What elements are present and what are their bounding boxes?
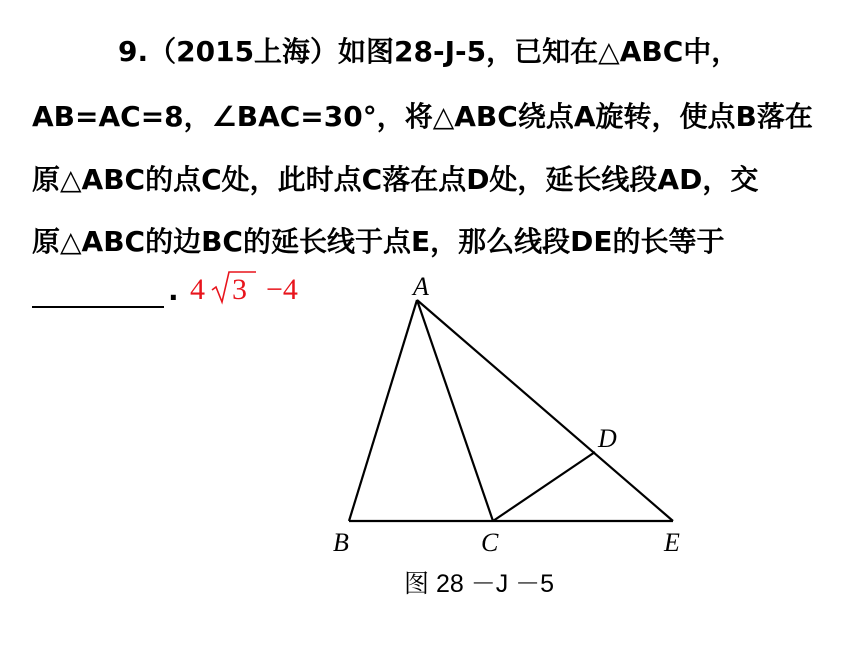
problem-line-3: 原△ABC的点C处，此时点C落在点D处，延长线段AD，交 bbox=[32, 163, 759, 196]
problem-line-2: AB=AC=8，∠BAC=30°，将△ABC绕点A旋转，使点B落在 bbox=[32, 100, 813, 133]
answer-coefficient: 4 bbox=[190, 273, 205, 306]
label-A: A bbox=[413, 272, 429, 301]
segment-AB bbox=[349, 300, 417, 521]
problem-line-1: 9.（2015上海）如图28-J-5，已知在△ABC中， bbox=[118, 35, 740, 68]
label-C: C bbox=[481, 528, 499, 557]
label-E: E bbox=[664, 528, 680, 557]
segment-CD bbox=[493, 452, 595, 521]
answer-radicand: 3 bbox=[232, 273, 247, 306]
period: . bbox=[168, 274, 179, 307]
label-D: D bbox=[598, 424, 617, 453]
answer-tail: −4 bbox=[266, 273, 298, 306]
problem-line-4: 原△ABC的边BC的延长线于点E，那么线段DE的长等于 bbox=[32, 225, 725, 258]
label-B: B bbox=[333, 528, 349, 557]
figure-caption: 图 28 －J －5 bbox=[404, 570, 555, 598]
